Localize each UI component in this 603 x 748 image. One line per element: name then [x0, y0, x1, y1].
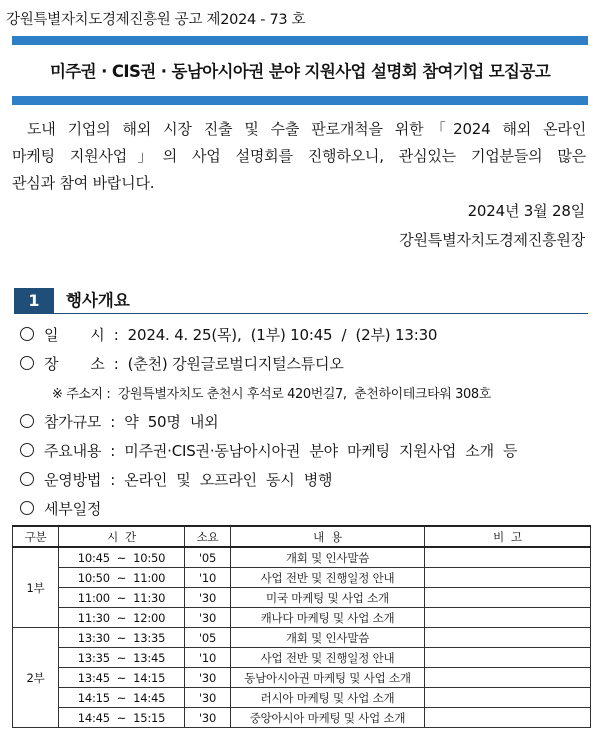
section-number: 1: [14, 288, 54, 314]
header-note: 비 고: [425, 526, 591, 547]
circle-bullet-icon: [20, 472, 34, 486]
table-row: [13, 588, 591, 608]
cell-duration: '30: [185, 688, 231, 708]
table-row: [13, 708, 591, 728]
issuing-organization: 강원특별자치도경제진흥원장: [399, 231, 585, 249]
cell-duration: '05: [185, 628, 231, 648]
cell-content: 개회 및 인사말씀: [231, 547, 425, 568]
cell-content: 동남아시아권 마케팅 및 사업 소개: [231, 668, 425, 688]
circle-bullet-icon: [20, 443, 34, 457]
circle-bullet-icon: [20, 501, 34, 515]
table-row: [13, 668, 591, 688]
cell-time: 14:45 ~ 15:15: [59, 708, 185, 728]
item-venue: [20, 353, 344, 374]
cell-duration: '10: [185, 648, 231, 668]
cell-duration: '10: [185, 568, 231, 588]
cell-note: [425, 668, 591, 688]
cell-time: 10:50 ~ 11:00: [59, 568, 185, 588]
cell-duration: '30: [185, 588, 231, 608]
title-bottom-bar: [12, 96, 588, 105]
cell-content: 개회 및 인사말씀: [231, 628, 425, 648]
intro-paragraph: [12, 116, 586, 197]
cell-duration: '30: [185, 608, 231, 628]
cell-content: 캐나다 마케팅 및 사업 소개: [231, 608, 425, 628]
cell-content: 미국 마케팅 및 사업 소개: [231, 588, 425, 608]
cell-note: [425, 568, 591, 588]
cell-content: 중앙아시아 마케팅 및 사업 소개: [231, 708, 425, 728]
item-scale: [20, 411, 218, 432]
cell-content: 사업 전반 및 진행일정 안내: [231, 568, 425, 588]
group-label: 2부: [13, 628, 59, 728]
cell-duration: '05: [185, 547, 231, 568]
notice-date: 2024년 3월 28일: [467, 202, 585, 220]
cell-note: [425, 648, 591, 668]
item-detail: [20, 498, 101, 519]
schedule-table: [12, 525, 591, 728]
item-content: [20, 440, 517, 461]
item-schedule: [20, 324, 437, 345]
cell-note: [425, 547, 591, 568]
item-detail-text: 세부일정: [44, 500, 102, 518]
venue-address: ※ 주소지 : 강원특별자치도 춘천시 후석로 420번길7, 춘천하이테크타워 308호: [52, 387, 491, 402]
cell-note: [425, 588, 591, 608]
table-row: [13, 648, 591, 668]
notice-number: 강원특별자치도경제진흥원 공고 제2024 - 73 호: [6, 12, 306, 28]
cell-time: 11:30 ~ 12:00: [59, 608, 185, 628]
item-method-text: 운영방법 : 온라인 및 오프라인 동시 병행: [44, 471, 333, 489]
header-time: 시 간: [59, 526, 185, 547]
cell-time: 13:45 ~ 14:15: [59, 668, 185, 688]
circle-bullet-icon: [20, 414, 34, 428]
item-scale-text: 참가규모 : 약 50명 내외: [44, 413, 219, 431]
cell-note: [425, 608, 591, 628]
cell-time: 13:30 ~ 13:35: [59, 628, 185, 648]
intro-line-3: 관심과 참여 바랍니다.: [12, 174, 155, 192]
item-venue-text: 장 소 : (춘천) 강원글로벌디지털스튜디오: [44, 355, 344, 373]
section-underline: [54, 313, 588, 314]
cell-time: 10:45 ~ 10:50: [59, 547, 185, 568]
header-category: 구분: [13, 526, 59, 547]
table-row: [13, 628, 591, 648]
cell-content: 러시아 마케팅 및 사업 소개: [231, 688, 425, 708]
table-row: [13, 547, 591, 568]
header-duration: 소요: [185, 526, 231, 547]
circle-bullet-icon: [20, 327, 34, 341]
table-header-row: [13, 526, 591, 547]
circle-bullet-icon: [20, 356, 34, 370]
cell-duration: '30: [185, 708, 231, 728]
cell-content: 사업 전반 및 진행일정 안내: [231, 648, 425, 668]
cell-note: [425, 628, 591, 648]
cell-note: [425, 708, 591, 728]
cell-time: 11:00 ~ 11:30: [59, 588, 185, 608]
cell-note: [425, 688, 591, 708]
intro-line-2: 마케팅 지원사업」의 사업 설명회를 진행하오니, 관심있는 기업분들의 많은: [12, 147, 586, 165]
group-label: 1부: [13, 547, 59, 628]
item-content-text: 주요내용 : 미주권·CIS권·동남아시아권 분야 마케팅 지원사업 소개 등: [44, 442, 518, 460]
cell-time: 14:15 ~ 14:45: [59, 688, 185, 708]
intro-line-1: 도내 기업의 해외 시장 진출 및 수출 판로개척을 위한「2024 해외 온라인: [27, 120, 586, 138]
header-content: 내 용: [231, 526, 425, 547]
table-row: [13, 608, 591, 628]
table-row: [13, 688, 591, 708]
cell-duration: '30: [185, 668, 231, 688]
cell-time: 13:35 ~ 13:45: [59, 648, 185, 668]
section-header: [14, 288, 588, 314]
document-title: 미주권 · CIS권 · 동남아시아권 분야 지원사업 설명회 참여기업 모집공고: [49, 62, 551, 81]
title-top-bar: [12, 36, 588, 45]
item-method: [20, 469, 332, 490]
item-schedule-text: 일 시 : 2024. 4. 25(목), (1부) 10:45 / (2부) 13:30: [44, 326, 438, 344]
section-title: 행사개요: [66, 291, 130, 310]
table-row: [13, 568, 591, 588]
